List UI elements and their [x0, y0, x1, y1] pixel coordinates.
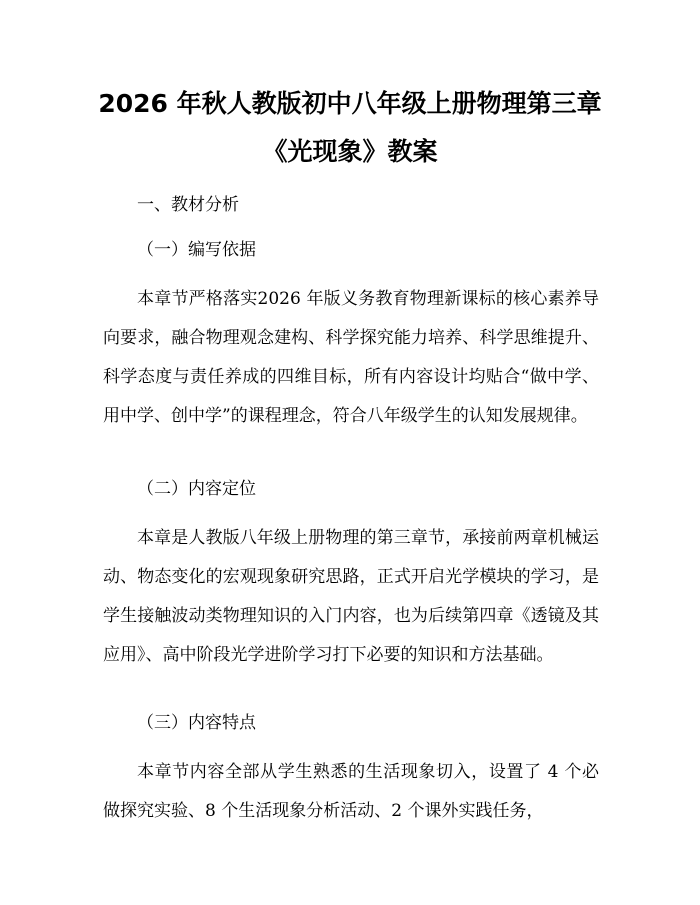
paragraph-basis: 本章节严格落实2026 年版义务教育物理新课标的核心素养导向要求，融合物理观念建构、科学探究能力培养、科学思维提升、科学态度与责任养成的四维目标，所有内容设计均贴合“做中学、用中学、创中学”的课程理念，符合八年级学生的认知发展规律。 [103, 289, 599, 426]
subsection-heading-basis: （一）编写依据 [137, 240, 256, 260]
subsection-heading-positioning: （二）内容定位 [137, 479, 256, 499]
subsection-heading-features: （三）内容特点 [137, 713, 256, 733]
section-heading-textbook-analysis: 一、教材分析 [137, 195, 239, 215]
paragraph-positioning: 本章是人教版八年级上册物理的第三章节，承接前两章机械运动、物态变化的宏观现象研究思路，正式开启光学模块的学习，是学生接触波动类物理知识的入门内容，也为后续第四章《透镜及其应用》、高中阶段光学进阶学习打下必要的知识和方法基础。 [103, 528, 599, 665]
document-title-line-2: 《光现象》教案 [262, 137, 438, 166]
document-title-line-1: 2026 年秋人教版初中八年级上册物理第三章 [98, 89, 602, 118]
paragraph-features: 本章节内容全部从学生熟悉的生活现象切入，设置了 4 个必做探究实验、8 个生活现象分析活动、2 个课外实践任务， [103, 762, 599, 821]
